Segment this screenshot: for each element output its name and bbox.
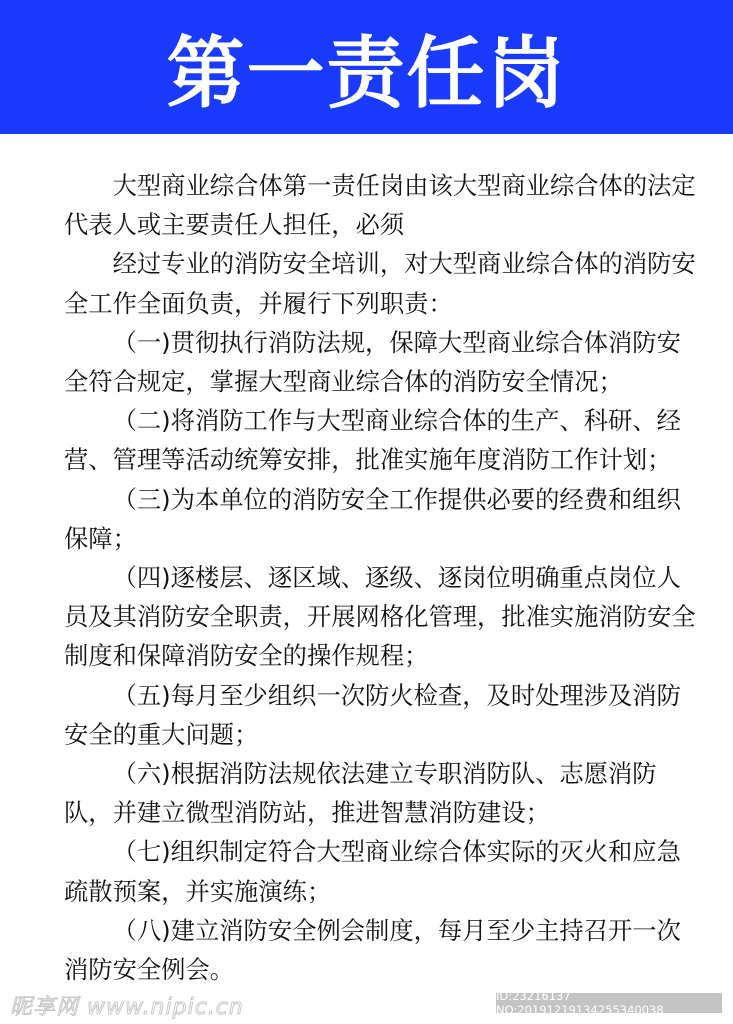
- paragraph-duty-1: （一)贯彻执行消防法规，保障大型商业综合体消防安全符合规定，掌握大型商业综合体的消防安全情况；: [64, 327, 681, 397]
- paragraph-intro-2: 经过专业的消防安全培训，对大型商业综合体的消防安全工作全面负责，并履行下列职责：: [64, 249, 696, 318]
- paragraph-duty-2: （二)将消防工作与大型商业综合体的生产、科研、经营、管理等活动统筹安排，批准实施年度消防工作计划；: [64, 406, 681, 475]
- paragraph-duty-6: （六)根据消防法规依法建立专职消防队、志愿消防队，并建立微型消防站，推进智慧消防建设；: [64, 759, 657, 828]
- duty-text-body: [64, 166, 700, 989]
- paragraph-duty-5: （五)每月至少组织一次防火检查，及时处理涉及消防安全的重大问题；: [64, 680, 681, 749]
- paragraph-duty-8: （八)建立消防安全例会制度，每月至少主持召开一次消防安全例会。: [64, 915, 681, 985]
- paragraph-duty-4: （四)逐楼层、逐区域、逐级、逐岗位明确重点岗位人员及其消防安全职责，开展网格化管理，批准实施消防安全制度和保障消防安全的操作规程；: [64, 563, 696, 671]
- paragraph-intro-1: 大型商业综合体第一责任岗由该大型商业综合体的法定代表人或主要责任人担任，必须: [64, 171, 696, 240]
- paragraph-duty-7: （七)组织制定符合大型商业综合体实际的灭火和应急疏散预案，并实施演练；: [64, 837, 681, 906]
- watermark-id: ID:23216137 NO:20191219134255340038: [496, 993, 722, 1013]
- paragraph-duty-3: （三)为本单位的消防安全工作提供必要的经费和组织保障；: [64, 484, 681, 553]
- page-title: 第一责任岗: [166, 29, 567, 119]
- watermark-logo: 昵享网 www.nipic.cn: [10, 995, 244, 1020]
